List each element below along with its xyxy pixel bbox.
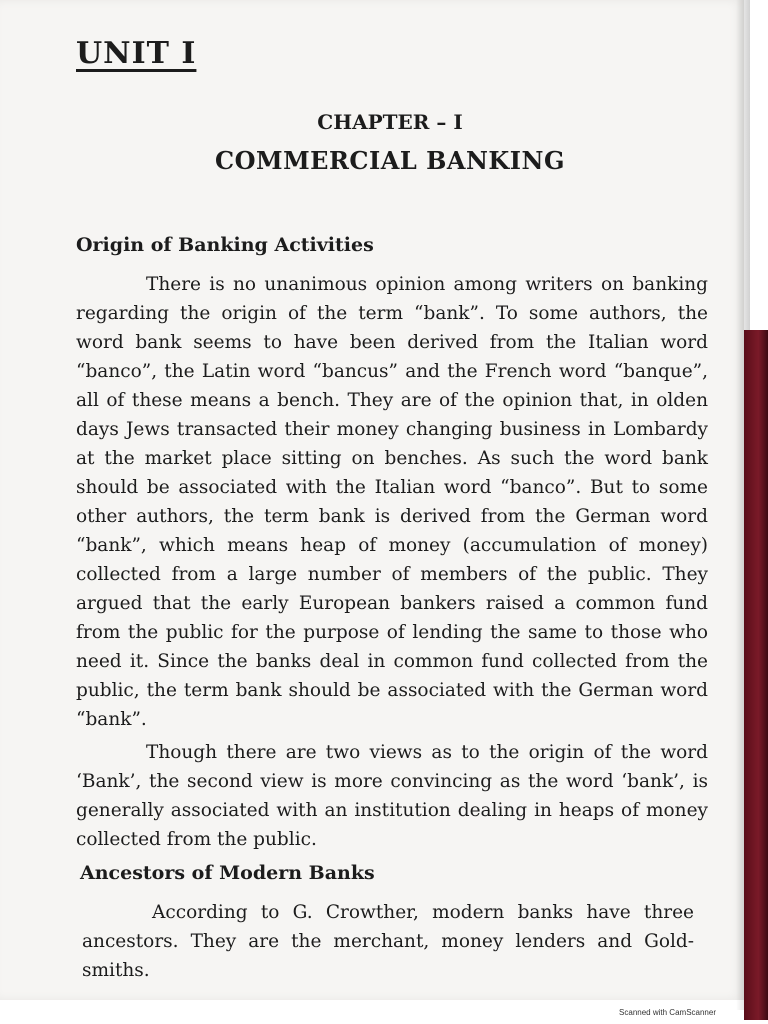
section-heading-origin: Origin of Banking Activities — [76, 234, 374, 256]
paragraph-origin-2: Though there are two views as to the origin of the word ‘Bank’, the second view is more convincing as the word ‘bank’, is generally associated with an institution dealing in heaps of money collected from the public. — [76, 742, 708, 850]
book-cover-edge — [744, 330, 768, 1020]
section-heading-ancestors: Ancestors of Modern Banks — [80, 862, 375, 884]
paragraph-ancestors-1: According to G. Crowther, modern banks have three ancestors. They are the merchant, money lenders and Gold-smiths. — [82, 902, 694, 981]
scanner-watermark: Scanned with CamScanner — [619, 1008, 716, 1017]
chapter-title: COMMERCIAL BANKING — [215, 146, 565, 175]
paragraph-origin-1: There is no unanimous opinion among writers on banking regarding the origin of the term “bank”. To some authors, the word bank seems to have been derived from the Italian word “banco”, the Latin word “bancus” and the French word “banque”, all of these means a bench. They are of the opinion that, in olden days Jews transacted their money changing business in Lombardy at the market place sitting on benches. As such the word bank should be associated with the Italian word “banco”. But to some other authors, the term bank is derived from the German word “bank”, which means heap of money (accumulation of money) collected from a large number of members of the public. They argued that the early European bankers raised a common fund from the public for the purpose of lending the same to those who need it. Since the banks deal in common fund collected from the public, the term bank should be associated with the German word “bank”. — [76, 274, 708, 730]
unit-title: UNIT I — [76, 36, 197, 71]
chapter-label: CHAPTER – I — [317, 110, 463, 134]
